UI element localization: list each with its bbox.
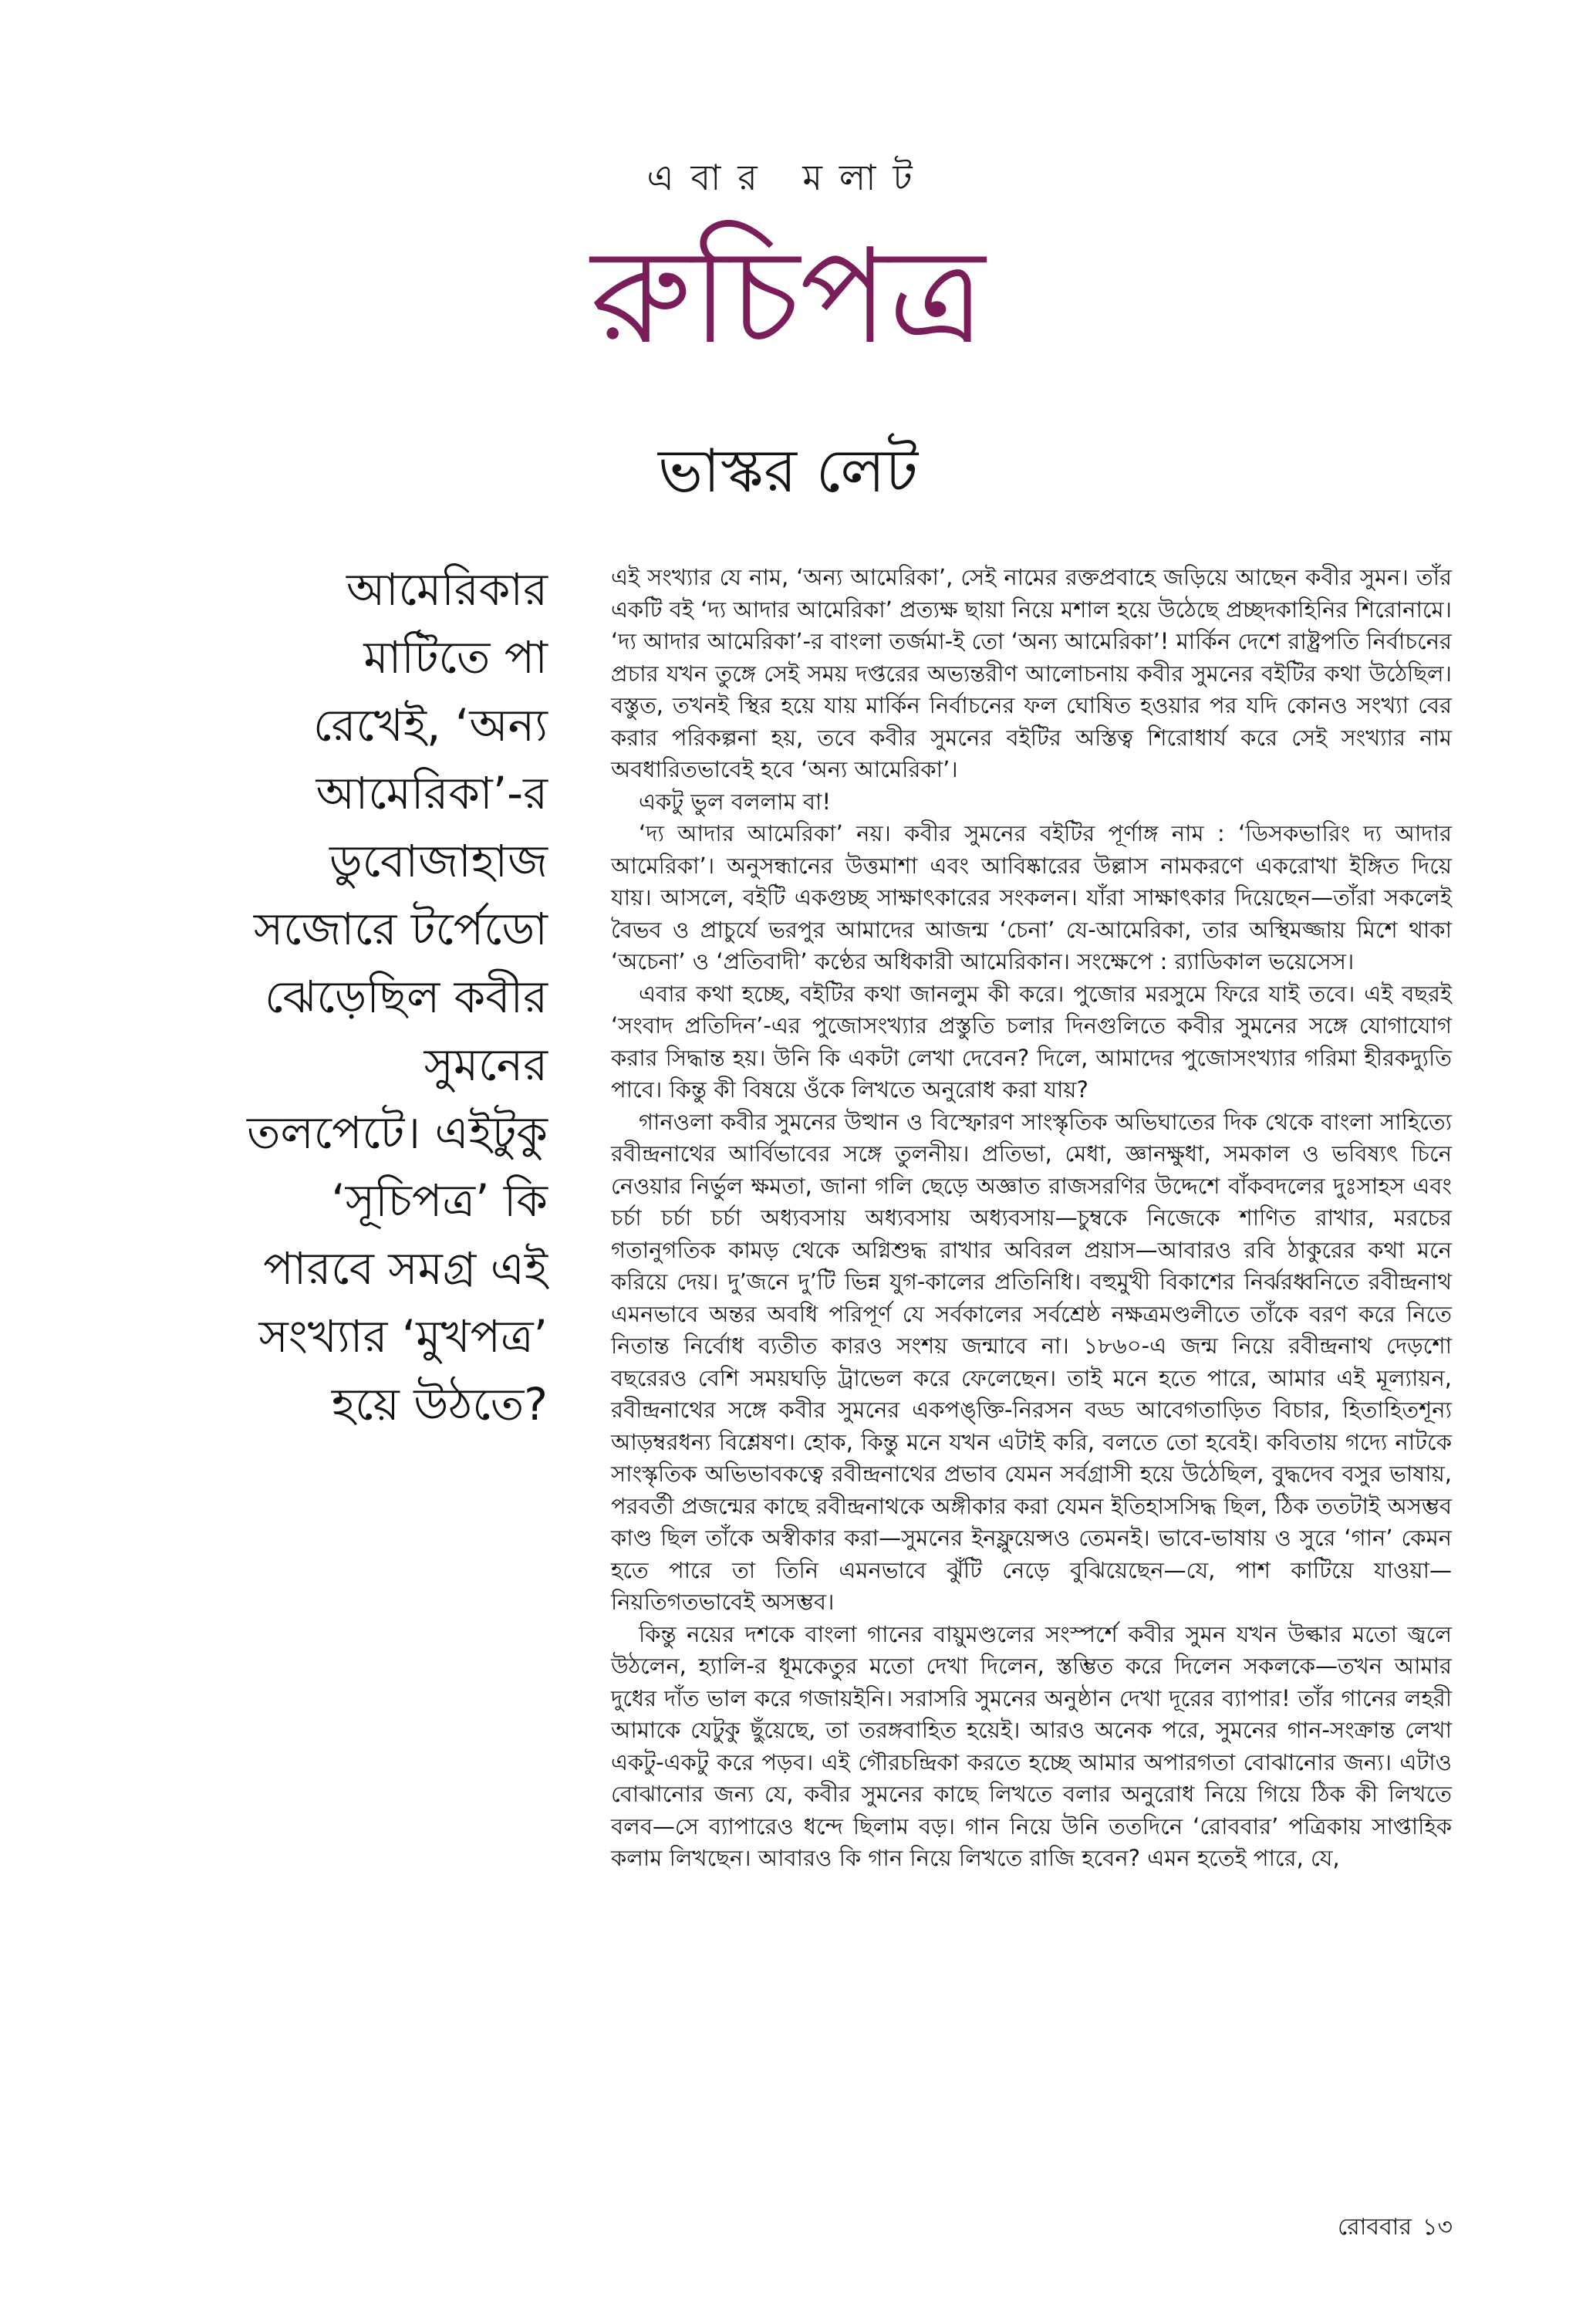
article-body: [611, 562, 1452, 1875]
pull-quote-line: ডুবোজাহাজ: [329, 835, 548, 887]
pull-quote-line: রেখেই, ‘অন্য: [313, 699, 548, 752]
pull-quote-line: ঝেড়েছিল কবীর: [265, 971, 548, 1023]
footer-magazine-name: রোববার: [1338, 2214, 1412, 2241]
pull-quote-line: সজোরে টর্পেডো: [253, 903, 548, 955]
body-paragraph: গানওলা কবীর সুমনের উত্থান ও বিস্ফোরণ সাংস্কৃতিক অভিঘাতের দিক থেকে বাংলা সাহিত্যে রবীন্দ্রনাথের আর্বিভাবের সঙ্গে তুলনীয়। প্রতিভা, মেধা, জ্ঞানক্ষুধা, সমকাল ও ভবিষ্যৎ চিনে নেওয়ার নির্ভুল ক্ষমতা, জানা গলি ছেড়ে অজ্ঞাত রাজসরণির উদ্দেশে বাঁকবদলের দুঃসাহস এবং চর্চা চর্চা চর্চা অধ্যবসায় অধ্যবসায় অধ্যবসায়—চুম্বকে নিজেকে শাণিত রাখার, মরচের গতানুগতিক কামড় থেকে অগ্নিশুদ্ধ রাখার অবিরল প্রয়াস—আবারও রবি ঠাকুরের কথা মনে করিয়ে দেয়। দু’জনে দু’টি ভিন্ন যুগ-কালের প্রতিনিধি। বহুমুখী বিকাশের নির্ঝরধ্বনিতে রবীন্দ্রনাথ এমনভাবে অন্তর অবধি পরিপূর্ণ যে সর্বকালের সর্বশ্রেষ্ঠ নক্ষত্রমণ্ডলীতে তাঁকে বরণ করে নিতে নিতান্ত নির্বোধ ব্যতীত কারও সংশয় জন্মাবে না। ১৮৬০-এ জন্ম নিয়ে রবীন্দ্রনাথ দেড়শো বছরেরও বেশি সময়ঘড়ি ট্রাভেল করে ফেলেছেন। তাই মনে হতে পারে, আমার এই মূল্যায়ন, রবীন্দ্রনাথের সঙ্গে কবীর সুমনের একপঙ্‌ক্তি-নিরসন বড্ড আবেগতাড়িত বিচার, হিতাহিতশূন্য আড়ম্বরধন্য বিশ্লেষণ। হোক, কিন্তু মনে যখন এটাই করি, বলতে তো হবেই। কবিতায় গদ্যে নাটকে সাংস্কৃতিক অভিভাবকত্বে রবীন্দ্রনাথের প্রভাব যেমন সর্বগ্রাসী হয়ে উঠেছিল, বুদ্ধদেব বসুর ভাষায়, পরবর্তী প্রজন্মের কাছে রবীন্দ্রনাথকে অঙ্গীকার করা যেমন ইতিহাসসিদ্ধ ছিল, ঠিক ততটাই অসম্ভব কাণ্ড ছিল তাঁকে অস্বীকার করা—সুমনের ইনফ্লুয়েন্সও তেমনই। ভাবে-ভাষায় ও সুরে ‘গান’ কেমন হতে পারে তা তিনি এমনভাবে ঝুঁটি নেড়ে বুঝিয়েছেন—যে, পাশ কাটিয়ে যাওয়া—নিয়তিগতভাবেই অসম্ভব।: [611, 1108, 1452, 1615]
pull-quote-line: তলপেটে। এইটুকু: [247, 1106, 548, 1159]
pull-quote-line: ‘সূচিপত্র’ কি: [331, 1174, 548, 1227]
section-kicker: এবার মলাট: [646, 157, 930, 198]
body-paragraph: একটু ভুল বললাম বা!: [639, 788, 832, 815]
body-paragraph: ‘দ্য আদার আমেরিকা’ নয়। কবীর সুমনের বইটির পূর্ণাঙ্গ নাম : ‘ডিসকভারিং দ্য আদার আমেরিকা’। অনুসন্ধানের উত্তমাশা এবং আবিষ্কারের উল্লাস নামকরণে একরোখা ইঙ্গিত দিয়ে যায়। আসলে, বইটি একগুচ্ছ সাক্ষাৎকারের সংকলন। যাঁরা সাক্ষাৎকার দিয়েছেন—তাঁরা সকলেই বৈভব ও প্রাচুর্যে ভরপুর আমাদের আজন্ম ‘চেনা’ যে-আমেরিকা, তার অস্থিমজ্জায় মিশে থাকা ‘অচেনা’ ও ‘প্রতিবাদী’ কণ্ঠের অধিকারী আমেরিকান। সংক্ষেপে : র‍্যাডিকাল ভয়েসেস।: [611, 820, 1452, 975]
page-number: ১৩: [1422, 2214, 1453, 2241]
author-byline: ভাস্কর লেট: [658, 437, 918, 506]
page-title: রুচিপত্র: [590, 221, 986, 373]
pull-quote-line: আমেরিকা’-র: [316, 767, 548, 819]
pull-quote-line: মাটিতে পা: [363, 631, 548, 684]
pull-quote-line: হয়ে উঠতে?: [331, 1378, 548, 1431]
pull-quote-line: পারবে সমগ্র এই: [263, 1242, 548, 1295]
pull-quote-line: সংখ্যার ‘মুখপত্র’: [258, 1310, 548, 1363]
body-paragraph: এই সংখ্যার যে নাম, ‘অন্য আমেরিকা’, সেই নামের রক্তপ্রবাহে জড়িয়ে আছেন কবীর সুমন। তাঁর একটি বই ‘দ্য আদার আমেরিকা’ প্রত্যক্ষ ছায়া নিয়ে মশাল হয়ে উঠেছে প্রচ্ছদকাহিনির শিরোনামে। ‘দ্য আদার আমেরিকা’-র বাংলা তর্জমা-ই তো ‘অন্য আমেরিকা’! মার্কিন দেশে রাষ্ট্রপতি নির্বাচনের প্রচার যখন তুঙ্গে সেই সময় দপ্তরের অভ্যন্তরীণ আলোচনায় কবীর সুমনের বইটির কথা উঠেছিল। বস্তুত, তখনই স্থির হয়ে যায় মার্কিন নির্বাচনের ফল ঘোষিত হওয়ার পর যদি কোনও সংখ্যা বের করার পরিকল্পনা হয়, তবে কবীর সুমনের বইটির অস্তিত্ব শিরোধার্য করে সেই সংখ্যার নাম অবধারিতভাবেই হবে ‘অন্য আমেরিকা’।: [611, 564, 1452, 782]
pull-quote-line: সুমনের: [424, 1039, 548, 1091]
pull-quote-line: আমেরিকার: [346, 563, 548, 616]
page-footer: [1327, 2208, 1453, 2248]
body-paragraph: কিন্তু নয়ের দশকে বাংলা গানের বায়ুমণ্ডলের সংস্পর্শে কবীর সুমন যখন উল্কার মতো জ্বলে উঠলেন, হ্যালি-র ধূমকেতুর মতো দেখা দিলেন, স্তম্ভিত করে দিলেন সকলকে—তখন আমার দুধের দাঁত ভাল করে গজায়ইনি। সরাসরি সুমনের অনুষ্ঠান দেখা দূরের ব্যাপার! তাঁর গানের লহরী আমাকে যেটুকু ছুঁয়েছে, তা তরঙ্গবাহিত হয়েই। আরও অনেক পরে, সুমনের গান-সংক্রান্ত লেখা একটু-একটু করে পড়ব। এই গৌরচন্দ্রিকা করতে হচ্ছে আমার অপারগতা বোঝানোর জন্য। এটাও বোঝানোর জন্য যে, কবীর সুমনের কাছে লিখতে বলার অনুরোধ নিয়ে গিয়ে ঠিক কী লিখতে বলব—সে ব্যাপারেও ধন্দে ছিলাম বড়। গান নিয়ে উনি ততদিনে ‘রোববার’ পত্রিকায় সাপ্তাহিক কলাম লিখছেন। আবারও কি গান নিয়ে লিখতে রাজি হবেন? এমন হতেই পারে, যে,: [611, 1620, 1452, 1871]
pull-quote: [123, 556, 548, 1438]
body-paragraph: এবার কথা হচ্ছে, বইটির কথা জানলুম কী করে। পুজোর মরসুমে ফিরে যাই তবে। এই বছরই ‘সংবাদ প্রতিদিন’-এর পুজোসংখ্যার প্রস্তুতি চলার দিনগুলিতে কবীর সুমনের সঙ্গে যোগাযোগ করার সিদ্ধান্ত হয়। উনি কি একটা লেখা দেবেন? দিলে, আমাদের পুজোসংখ্যার গরিমা হীরকদ্যুতি পাবে। কিন্তু কী বিষয়ে ওঁকে লিখতে অনুরোধ করা যায়?: [611, 980, 1452, 1103]
